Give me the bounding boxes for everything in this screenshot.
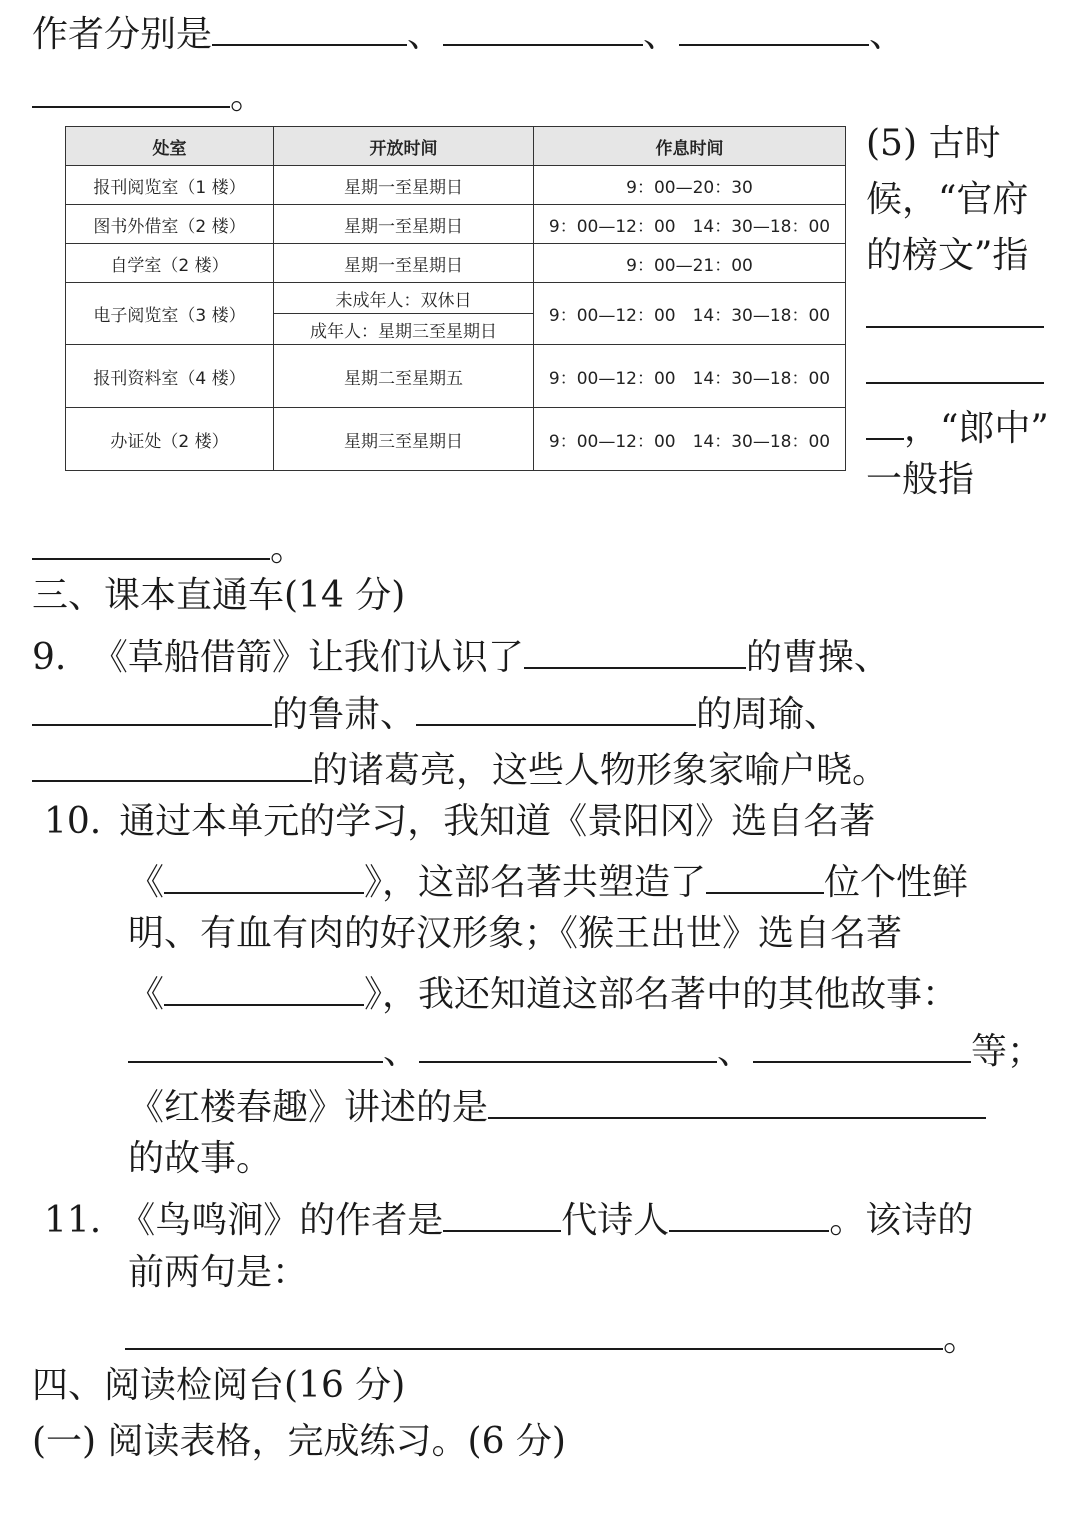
q9-line-1	[32, 633, 890, 678]
q9-text: 的诸葛亮，这些人物形象家喻户晓。	[312, 750, 889, 791]
answer-blank[interactable]	[679, 10, 869, 46]
separator: 、	[407, 14, 444, 55]
period: 。	[270, 528, 307, 569]
cell-hours: 9：00—12：00 14：30—18：00	[534, 205, 846, 244]
answer-blank[interactable]	[416, 690, 696, 726]
answer-blank[interactable]	[866, 292, 1044, 328]
cell-open: 星期二至星期五	[274, 345, 534, 408]
separator: 、	[869, 14, 906, 55]
question-number: 9.	[32, 637, 67, 678]
answer-blank[interactable]	[753, 1027, 971, 1063]
cell-hours: 9：00—12：00 14：30—18：00	[534, 408, 846, 471]
answer-blank[interactable]	[706, 858, 824, 894]
period: 。	[230, 76, 267, 117]
answer-blank[interactable]	[443, 1196, 561, 1232]
table-row	[66, 244, 846, 283]
answer-blank[interactable]	[164, 858, 364, 894]
cell-office: 电子阅览室（3 楼）	[66, 283, 274, 345]
table-row	[66, 345, 846, 408]
q10-text: 《红楼春趣》讲述的是	[128, 1087, 489, 1128]
cell-hours: 9：00—20：30	[534, 166, 846, 205]
answer-blank[interactable]	[32, 72, 230, 108]
cell-hours: 9：00—12：00 14：30—18：00	[534, 283, 846, 345]
q9-text: 《草船借箭》让我们认识了	[91, 637, 524, 678]
q10-text: 》，这部名著共塑造了	[364, 862, 707, 903]
header-office: 处室	[66, 127, 274, 166]
q9-text: 的曹操、	[745, 637, 890, 678]
answer-blank[interactable]	[866, 348, 1044, 384]
q5-line	[866, 404, 1049, 449]
answer-blank[interactable]	[524, 633, 746, 669]
q10-text: 《	[128, 862, 165, 903]
cell-office: 报刊资料室（4 楼）	[66, 345, 274, 408]
q11-text: 代诗人	[561, 1200, 670, 1241]
q8-authors-line-2	[32, 72, 267, 117]
cell-office: 报刊阅览室（1 楼）	[66, 166, 274, 205]
answer-blank[interactable]	[164, 970, 364, 1006]
answer-blank[interactable]	[669, 1196, 829, 1232]
q9-line-2	[32, 690, 841, 735]
q10-text: 等；	[971, 1031, 1044, 1072]
library-schedule-table	[65, 126, 846, 471]
q5-text: (5) 古时	[866, 123, 1001, 164]
q11-text: 前两句是：	[128, 1252, 309, 1293]
q11-answer-line	[125, 1314, 980, 1359]
section-title: 四、阅读检阅台(16 分)	[32, 1365, 406, 1406]
period: 。	[943, 1318, 980, 1359]
q5-text: 的榜文”指	[866, 235, 1029, 276]
cell-open-adult: 成年人：星期三至星期日	[274, 314, 534, 345]
table-row	[66, 408, 846, 471]
section-title: 三、课本直通车(14 分)	[32, 575, 406, 616]
subsection-title: (一) 阅读表格，完成练习。(6 分)	[32, 1421, 566, 1462]
q10-line-4	[128, 970, 959, 1015]
q10-line-2	[128, 858, 969, 903]
separator: 、	[383, 1031, 420, 1072]
q10-text: 位个性鲜	[824, 862, 969, 903]
q9-text: 的鲁肃、	[272, 694, 417, 735]
cell-open: 星期一至星期日	[274, 244, 534, 283]
q11-text: 《鸟鸣涧》的作者是	[119, 1200, 444, 1241]
q11-text: 。该诗的	[829, 1200, 974, 1241]
q5-answer-line	[32, 524, 307, 569]
table-row	[66, 166, 846, 205]
q10-line-6	[128, 1083, 986, 1128]
header-hours: 作息时间	[534, 127, 846, 166]
cell-open: 星期三至星期日	[274, 408, 534, 471]
q11-line-1	[44, 1196, 974, 1241]
answer-blank[interactable]	[866, 404, 904, 440]
cell-office: 自学室（2 楼）	[66, 244, 274, 283]
answer-blank[interactable]	[212, 10, 407, 46]
q8-text: 作者分别是	[32, 14, 213, 55]
q10-text: 通过本单元的学习，我知道《景阳冈》选自名著	[119, 801, 876, 842]
answer-blank[interactable]	[32, 746, 312, 782]
q10-text: 《	[128, 974, 165, 1015]
answer-blank[interactable]	[125, 1314, 943, 1350]
table-row	[66, 283, 846, 314]
separator: 、	[717, 1031, 754, 1072]
q5-text: ，“郎中”	[904, 408, 1049, 449]
q10-text: 明、有血有肉的好汉形象；《猴王出世》选自名著	[128, 913, 903, 954]
answer-blank[interactable]	[32, 524, 270, 560]
q8-authors-line	[32, 10, 906, 55]
cell-open: 星期一至星期日	[274, 166, 534, 205]
q5-blank-line	[866, 348, 1044, 393]
q5-blank-line	[866, 292, 1044, 337]
q9-text: 的周瑜、	[696, 694, 841, 735]
answer-blank[interactable]	[443, 10, 643, 46]
separator: 、	[643, 14, 680, 55]
answer-blank[interactable]	[128, 1027, 383, 1063]
cell-hours: 9：00—12：00 14：30—18：00	[534, 345, 846, 408]
cell-hours: 9：00—21：00	[534, 244, 846, 283]
header-open-days: 开放时间	[274, 127, 534, 166]
cell-office: 图书外借室（2 楼）	[66, 205, 274, 244]
q10-line-1	[44, 802, 875, 842]
q5-text: 一般指	[866, 459, 975, 500]
answer-blank[interactable]	[32, 690, 272, 726]
q10-text: 的故事。	[128, 1138, 273, 1179]
cell-open-minor: 未成年人：双休日	[274, 283, 534, 314]
answer-blank[interactable]	[419, 1027, 717, 1063]
q5-text: 候，“官府	[866, 179, 1029, 220]
cell-open: 星期一至星期日	[274, 205, 534, 244]
q10-text: 》，我还知道这部名著中的其他故事：	[364, 974, 959, 1015]
answer-blank[interactable]	[488, 1083, 986, 1119]
cell-office: 办证处（2 楼）	[66, 408, 274, 471]
table-row	[66, 205, 846, 244]
q9-line-3	[32, 746, 889, 791]
question-number: 10.	[44, 801, 102, 842]
question-number: 11.	[44, 1200, 102, 1241]
q10-line-5	[128, 1027, 1044, 1072]
